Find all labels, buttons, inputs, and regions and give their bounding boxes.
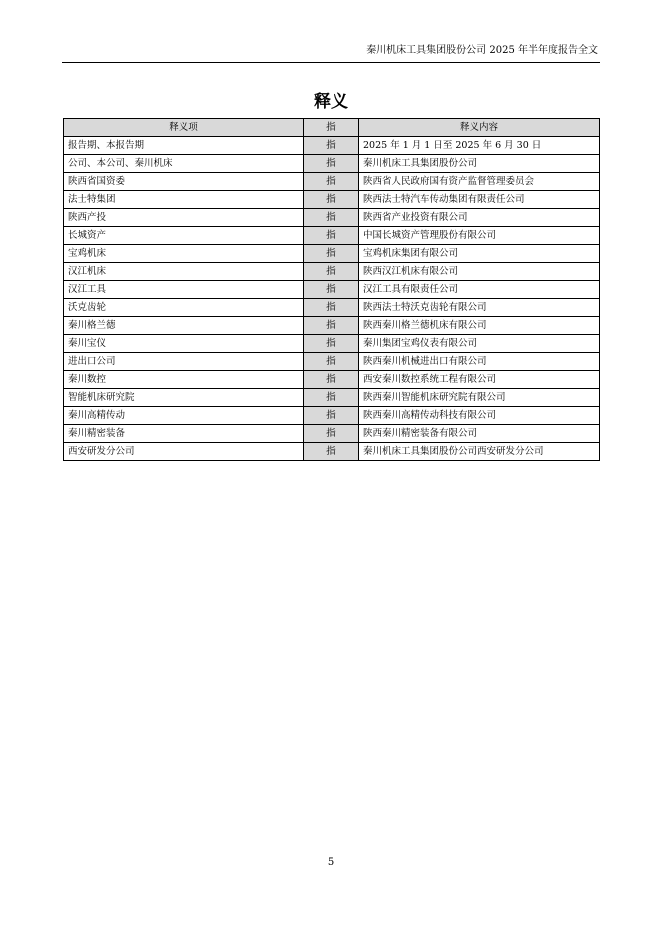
definition-ref-cell: 指 [304, 191, 359, 209]
definition-ref-cell: 指 [304, 173, 359, 191]
definition-term-cell: 陕西产投 [64, 209, 304, 227]
definition-content-cell: 陕西汉江机床有限公司 [359, 263, 600, 281]
definition-term-cell: 沃克齿轮 [64, 299, 304, 317]
page-header: 秦川机床工具集团股份公司 2025 年半年度报告全文 [366, 45, 598, 56]
definition-content-cell: 中国长城资产管理股份有限公司 [359, 227, 600, 245]
definition-ref-cell: 指 [304, 245, 359, 263]
definition-content-cell: 陕西法士特汽车传动集团有限责任公司 [359, 191, 600, 209]
table-row [64, 245, 600, 263]
table-row [64, 425, 600, 443]
definition-content-cell: 汉江工具有限责任公司 [359, 281, 600, 299]
definitions-table [63, 118, 600, 461]
definition-ref-cell: 指 [304, 209, 359, 227]
definition-term-cell: 宝鸡机床 [64, 245, 304, 263]
table-row [64, 209, 600, 227]
definition-term-cell: 秦川格兰德 [64, 317, 304, 335]
table-row [64, 443, 600, 461]
definition-content-cell: 陕西省人民政府国有资产监督管理委员会 [359, 173, 600, 191]
table-row [64, 155, 600, 173]
definition-term-cell: 长城资产 [64, 227, 304, 245]
definition-content-cell: 秦川集团宝鸡仪表有限公司 [359, 335, 600, 353]
definition-ref-cell: 指 [304, 443, 359, 461]
definition-content-cell: 秦川机床工具集团股份公司 [359, 155, 600, 173]
definition-content-cell: 陕西省产业投资有限公司 [359, 209, 600, 227]
definition-content-cell: 2025 年 1 月 1 日至 2025 年 6 月 30 日 [359, 137, 600, 155]
table-row [64, 137, 600, 155]
definition-ref-cell: 指 [304, 353, 359, 371]
definition-ref-cell: 指 [304, 281, 359, 299]
definition-ref-cell: 指 [304, 263, 359, 281]
definition-term-cell: 法士特集团 [64, 191, 304, 209]
table-header-row [64, 119, 600, 137]
definition-content-cell: 宝鸡机床集团有限公司 [359, 245, 600, 263]
definition-term-cell: 西安研发分公司 [64, 443, 304, 461]
definition-ref-cell: 指 [304, 407, 359, 425]
definition-content-cell: 陕西法士特沃克齿轮有限公司 [359, 299, 600, 317]
definition-term-cell: 汉江机床 [64, 263, 304, 281]
table-row [64, 317, 600, 335]
table-row [64, 299, 600, 317]
table-row [64, 227, 600, 245]
page-number: 5 [327, 857, 335, 868]
definition-ref-cell: 指 [304, 227, 359, 245]
definition-content-cell: 西安秦川数控系统工程有限公司 [359, 371, 600, 389]
definition-term-cell: 秦川精密装备 [64, 425, 304, 443]
definition-content-cell: 陕西秦川智能机床研究院有限公司 [359, 389, 600, 407]
definition-term-cell: 秦川宝仪 [64, 335, 304, 353]
definition-term-cell: 公司、本公司、秦川机床 [64, 155, 304, 173]
table-row [64, 263, 600, 281]
table-row [64, 389, 600, 407]
definition-term-cell: 报告期、本报告期 [64, 137, 304, 155]
definition-content-cell: 陕西秦川机械进出口有限公司 [359, 353, 600, 371]
definition-content-cell: 陕西秦川格兰德机床有限公司 [359, 317, 600, 335]
definition-ref-cell: 指 [304, 299, 359, 317]
definition-ref-cell: 指 [304, 155, 359, 173]
table-row [64, 407, 600, 425]
definition-content-cell: 陕西秦川高精传动科技有限公司 [359, 407, 600, 425]
definition-term-cell: 秦川高精传动 [64, 407, 304, 425]
definition-term-cell: 秦川数控 [64, 371, 304, 389]
table-row [64, 281, 600, 299]
definition-ref-cell: 指 [304, 137, 359, 155]
table-row [64, 353, 600, 371]
definition-ref-cell: 指 [304, 425, 359, 443]
table-row [64, 191, 600, 209]
section-title: 释义 [314, 92, 348, 112]
definition-content-cell: 陕西秦川精密装备有限公司 [359, 425, 600, 443]
column-header-content: 释义内容 [359, 119, 600, 137]
definition-term-cell: 陕西省国资委 [64, 173, 304, 191]
definition-ref-cell: 指 [304, 389, 359, 407]
definition-term-cell: 进出口公司 [64, 353, 304, 371]
definition-content-cell: 秦川机床工具集团股份公司西安研发分公司 [359, 443, 600, 461]
definition-ref-cell: 指 [304, 371, 359, 389]
definition-ref-cell: 指 [304, 335, 359, 353]
table-row [64, 371, 600, 389]
table-row [64, 335, 600, 353]
definition-term-cell: 智能机床研究院 [64, 389, 304, 407]
table-row [64, 173, 600, 191]
header-divider [62, 62, 600, 63]
definition-ref-cell: 指 [304, 317, 359, 335]
column-header-term: 释义项 [64, 119, 304, 137]
column-header-ref: 指 [304, 119, 359, 137]
definition-term-cell: 汉江工具 [64, 281, 304, 299]
